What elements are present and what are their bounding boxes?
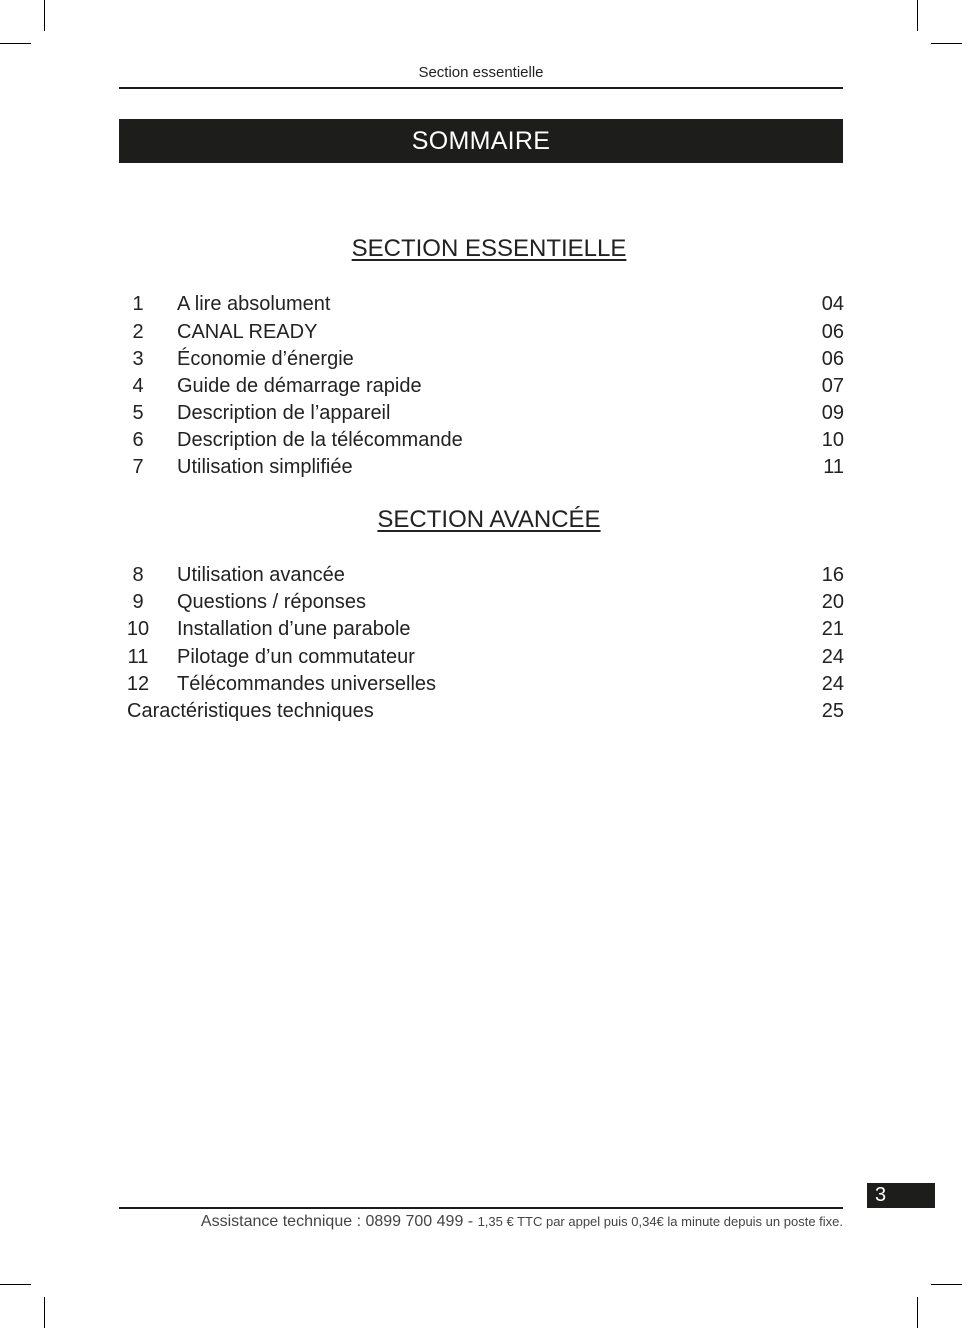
toc-entry-title: Description de l’appareil [177, 402, 391, 424]
toc-entry[interactable] [119, 427, 844, 454]
toc-entry-page: 16 [821, 564, 844, 586]
toc-entry[interactable] [119, 291, 844, 318]
toc-entry-number: 5 [132, 402, 144, 424]
crop-mark [917, 1297, 918, 1328]
toc-entry[interactable] [119, 400, 844, 427]
toc-entry-technical-specs[interactable] [119, 698, 844, 725]
toc-entry-page: 10 [821, 429, 844, 451]
toc-entry-page: 20 [821, 591, 844, 613]
toc-entry-title: Pilotage d’un commutateur [177, 646, 415, 668]
toc-entry-number: 4 [132, 375, 144, 397]
footer-assistance-phone: Assistance technique : 0899 700 499 - [200, 1213, 478, 1230]
crop-mark [0, 1284, 31, 1285]
toc-entry[interactable] [119, 644, 844, 671]
toc-entry-page: 21 [821, 618, 844, 640]
toc-entry-number: 1 [132, 293, 144, 315]
toc-entry-title: Utilisation simplifiée [177, 456, 353, 478]
toc-entry-page: 06 [821, 321, 844, 343]
crop-mark [931, 43, 962, 44]
toc-entry-page: 09 [821, 402, 844, 424]
toc-entry[interactable] [119, 616, 844, 643]
toc-entry-number: 8 [132, 564, 144, 586]
crop-mark [44, 1297, 45, 1328]
toc-entry[interactable] [119, 671, 844, 698]
toc-entry-title: Description de la télécommande [177, 429, 463, 451]
header-rule [119, 87, 843, 89]
running-header: Section essentielle [418, 64, 544, 81]
footer-rule [119, 1207, 843, 1209]
toc-entry-page: 11 [823, 456, 844, 478]
toc-entry[interactable] [119, 562, 844, 589]
toc-entry-page: 07 [821, 375, 844, 397]
section-heading-advanced: SECTION AVANCÉE [377, 506, 601, 533]
toc-entry-title: A lire absolument [177, 293, 331, 315]
toc-entry-number: 7 [132, 456, 144, 478]
toc-entry[interactable] [119, 373, 844, 400]
toc-entry[interactable] [119, 346, 844, 373]
toc-entry-number: 6 [132, 429, 144, 451]
toc-entry[interactable] [119, 589, 844, 616]
toc-entry[interactable] [119, 454, 844, 481]
toc-entry-number: 9 [132, 591, 144, 613]
toc-entry-title: Installation d’une parabole [177, 618, 411, 640]
toc-entry-title: Économie d’énergie [177, 348, 354, 370]
toc-entry-number: 2 [132, 321, 144, 343]
toc-entry-page: 04 [821, 293, 844, 315]
toc-entry-number: 12 [126, 673, 150, 695]
toc-entry-title: Guide de démarrage rapide [177, 375, 422, 397]
toc-entry-title: CANAL READY [177, 321, 318, 343]
toc-entry-number: 11 [127, 646, 149, 668]
page-title-banner: SOMMAIRE [119, 119, 843, 163]
toc-entry-title: Questions / réponses [177, 591, 366, 613]
toc-entry-page: 25 [821, 700, 844, 722]
footer-pricing: 1,35 € TTC par appel puis 0,34€ la minute depuis un poste fixe. [477, 1214, 843, 1229]
crop-mark [44, 0, 45, 31]
section-heading-essential: SECTION ESSENTIELLE [351, 235, 627, 262]
toc-entry-page: 06 [821, 348, 844, 370]
toc-entry[interactable] [119, 319, 844, 346]
footer-assistance [119, 1213, 843, 1231]
page-number: 3 [867, 1183, 935, 1208]
crop-mark [917, 0, 918, 31]
crop-mark [0, 43, 31, 44]
toc-entry-number: 3 [132, 348, 144, 370]
toc-entry-page: 24 [821, 673, 844, 695]
toc-entry-title: Télécommandes universelles [177, 673, 437, 695]
toc-entry-number: 10 [126, 618, 150, 640]
toc-entry-title: Caractéristiques techniques [127, 700, 374, 722]
toc-entry-title: Utilisation avancée [177, 564, 345, 586]
toc-entry-page: 24 [821, 646, 844, 668]
crop-mark [931, 1284, 962, 1285]
